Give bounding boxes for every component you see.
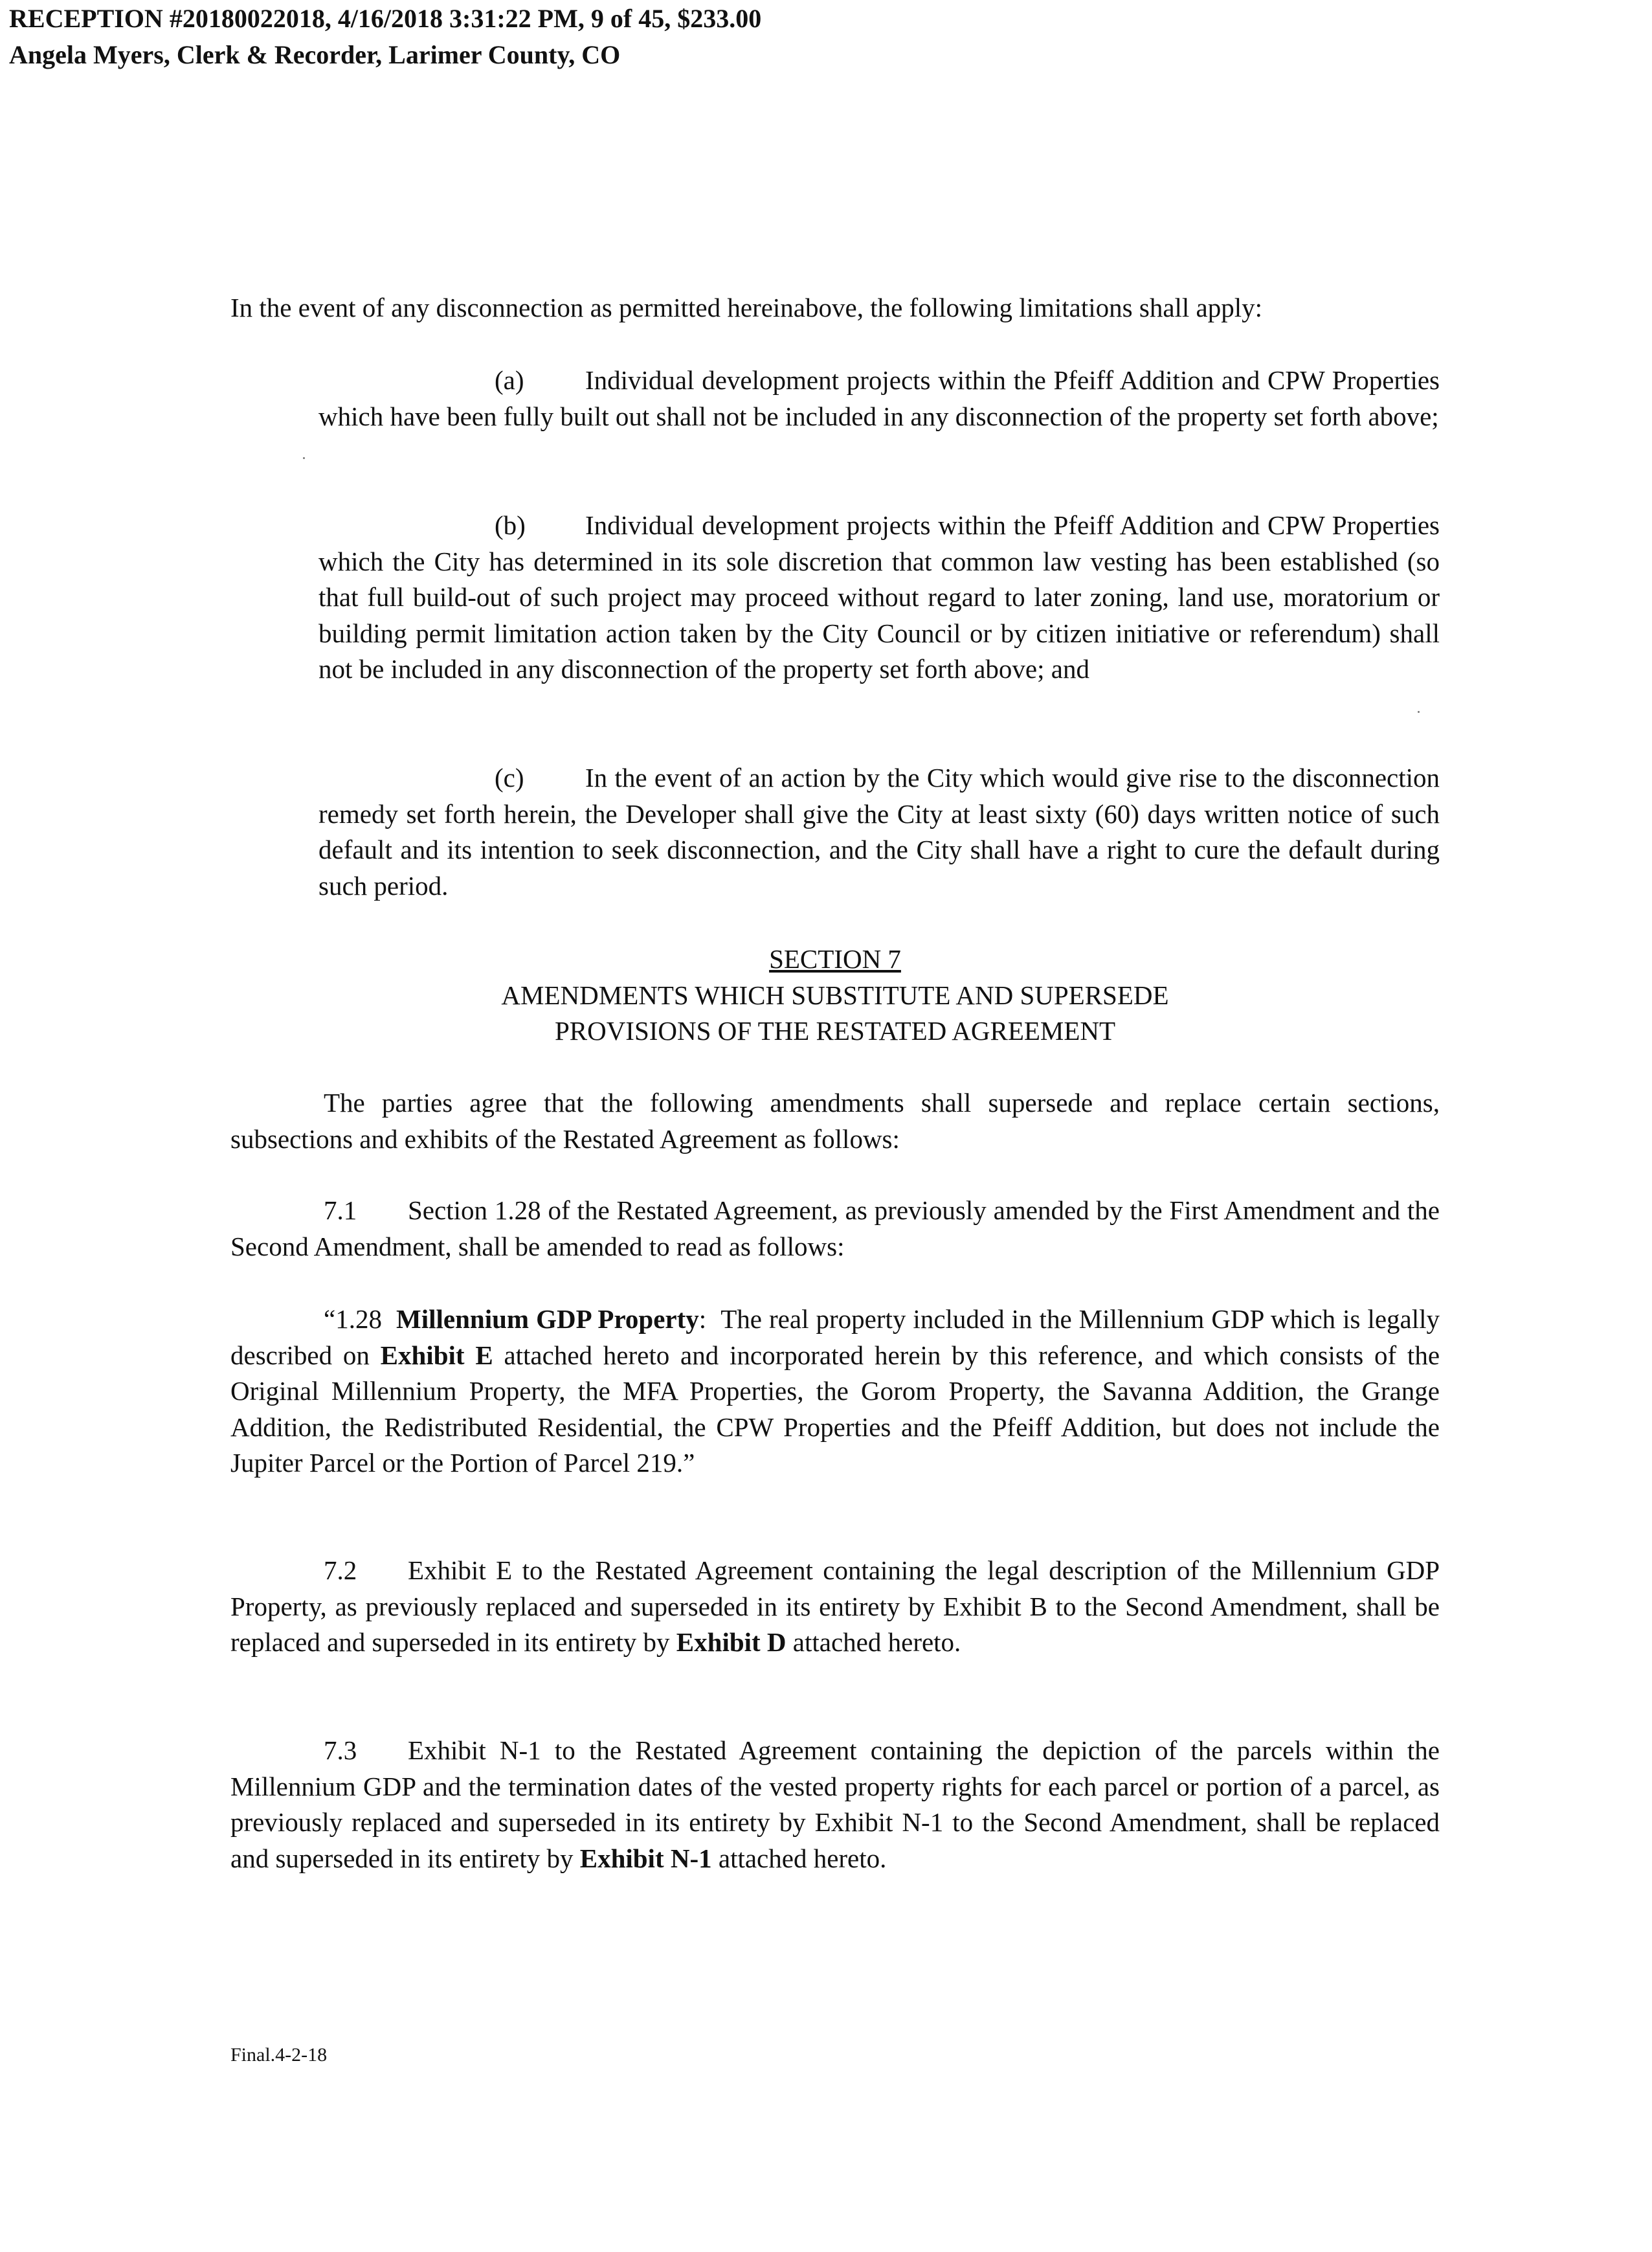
p72-text-1: Exhibit E to the Restated Agreement containing the legal description of the Millennium GDP Property, as previously replaced and superseded in its entirety by Exhibit B to the Second Amendment, shall be replaced and superseded in its entirety by — [230, 1555, 1440, 1657]
p73-indent — [230, 1735, 324, 1765]
p73-label: 7.3 — [324, 1735, 357, 1765]
recording-stamp-line-1: RECEPTION #20180022018, 4/16/2018 3:31:22 PM, 9 of 45, $233.00 — [9, 4, 762, 33]
p73-text-1: Exhibit N-1 to the Restated Agreement containing the depiction of the parcels within the Millennium GDP and the termination dates of the vested property rights for each parcel or portion of a parcel, as previously replaced and superseded in its entirety by Exhibit N-1 to the Second Amendment, shall be replaced and superseded in its entirety by — [230, 1735, 1440, 1873]
paragraph-7-3 — [230, 1733, 1440, 1876]
quote-exhibit: Exhibit E — [380, 1340, 493, 1370]
p71-label: 7.1 — [324, 1195, 357, 1225]
item-c-paragraph — [318, 760, 1440, 904]
section-number: SECTION 7 — [769, 944, 901, 974]
quote-colon: : — [698, 1304, 707, 1334]
p72-exhibit: Exhibit D — [676, 1627, 787, 1657]
item-c-indent — [318, 763, 495, 793]
p72-label: 7.2 — [324, 1555, 357, 1585]
item-a-label: (a) — [495, 365, 524, 395]
footer-version: Final.4-2-18 — [230, 2044, 328, 2066]
p73-text-2: attached hereto. — [718, 1843, 887, 1873]
section-title-line-2: PROVISIONS OF THE RESTATED AGREEMENT — [554, 1016, 1116, 1046]
quote-open: “1.28 — [324, 1304, 382, 1334]
quote-indent — [230, 1304, 324, 1334]
item-b-text: Individual development projects within the Pfeiff Addition and CPW Properties which the City has determined in its sole discretion that common law vesting has been established (so that full build-out of such project may proceed without regard to later zoning, land use, moratorium or building permit limitation action taken by the City Council or by citizen initiative or referendum) shall not be included in any disconnection of the property set forth above; and — [318, 510, 1440, 684]
section-title-line-1: AMENDMENTS WHICH SUBSTITUTE AND SUPERSEDE — [501, 980, 1169, 1010]
p72-text-2: attached hereto. — [792, 1627, 961, 1657]
item-b-indent — [318, 510, 495, 540]
scan-speck — [303, 457, 305, 459]
p71-text: Section 1.28 of the Restated Agreement, as previously amended by the First Amendment and the Second Amendment, shall be amended to read as follows: — [230, 1195, 1440, 1261]
quote-term: Millennium GDP Property — [396, 1304, 699, 1334]
p73-exhibit: Exhibit N-1 — [579, 1843, 712, 1873]
item-c-label: (c) — [495, 763, 524, 793]
section-heading — [230, 941, 1440, 1050]
item-a-text: Individual development projects within the Pfeiff Addition and CPW Properties which have been fully built out shall not be included in any disconnection of the property set forth above; — [318, 365, 1440, 431]
section-intro-paragraph: The parties agree that the following amendments shall supersede and replace certain sections, subsections and exhibits of the Restated Agreement as follows: — [230, 1088, 1440, 1154]
quote-text-1: The real property included in the Millennium GDP which is legally described on — [230, 1304, 1440, 1370]
scan-speck — [1418, 711, 1420, 713]
p71-indent — [230, 1195, 324, 1225]
paragraph-7-2 — [230, 1553, 1440, 1661]
p72-indent — [230, 1555, 324, 1585]
item-b-paragraph — [318, 508, 1440, 688]
paragraph-7-1 — [230, 1193, 1440, 1265]
item-c-text: In the event of an action by the City which would give rise to the disconnection remedy set forth herein, the Developer shall give the City at least sixty (60) days written notice of such default and its intention to seek disconnection, and the City shall have a right to cure the default during such period. — [318, 763, 1440, 901]
intro-paragraph: In the event of any disconnection as permitted hereinabove, the following limitations shall apply: — [230, 293, 1263, 322]
item-a-paragraph — [318, 363, 1440, 434]
recording-stamp-line-2: Angela Myers, Clerk & Recorder, Larimer County, CO — [9, 40, 621, 69]
quoted-definition-1-28 — [230, 1301, 1440, 1481]
item-a-indent — [318, 365, 495, 395]
quote-text-2: attached hereto and incorporated herein by this reference, and which consists of the Original Millennium Property, the MFA Properties, the Gorom Property, the Savanna Addition, the Grange Addition, the Redistributed Residential, the CPW Properties and the Pfeiff Addition, but does not include the Jupiter Parcel or the Portion of Parcel 219.” — [230, 1340, 1440, 1478]
item-b-label: (b) — [495, 510, 526, 540]
